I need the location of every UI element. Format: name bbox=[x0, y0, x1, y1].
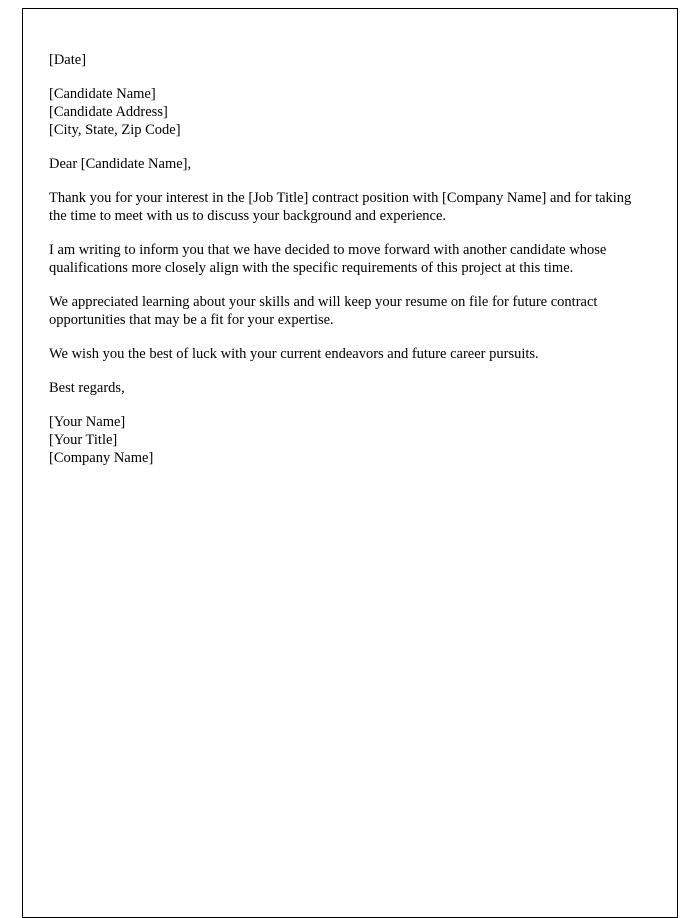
body-paragraph-4: We wish you the best of luck with your current endeavors and future career pursuits. bbox=[49, 346, 539, 362]
letter-content bbox=[23, 9, 677, 467]
letter-date: [Date] bbox=[49, 52, 87, 68]
signature-company: [Company Name] bbox=[49, 450, 154, 466]
signature-block bbox=[49, 413, 633, 467]
recipient-block bbox=[49, 85, 633, 139]
letter-page bbox=[22, 8, 678, 918]
signature-name: [Your Name] bbox=[49, 414, 126, 430]
body-paragraph-1: Thank you for your interest in the [Job Title] contract position with [Company Name] and for taking the time to meet with us to discuss your background and experience. bbox=[49, 190, 632, 224]
recipient-name: [Candidate Name] bbox=[49, 86, 156, 102]
salutation: Dear [Candidate Name], bbox=[49, 156, 192, 172]
recipient-address: [Candidate Address] bbox=[49, 104, 168, 120]
body-paragraph-2: I am writing to inform you that we have decided to move forward with another candidate whose qualifications more closely align with the specific requirements of this project at this time. bbox=[49, 242, 607, 276]
body-paragraph-3: We appreciated learning about your skills and will keep your resume on file for future contract opportunities that may be a fit for your expertise. bbox=[49, 294, 598, 328]
recipient-city-state-zip: [City, State, Zip Code] bbox=[49, 122, 181, 138]
closing: Best regards, bbox=[49, 380, 125, 396]
signature-title: [Your Title] bbox=[49, 432, 118, 448]
